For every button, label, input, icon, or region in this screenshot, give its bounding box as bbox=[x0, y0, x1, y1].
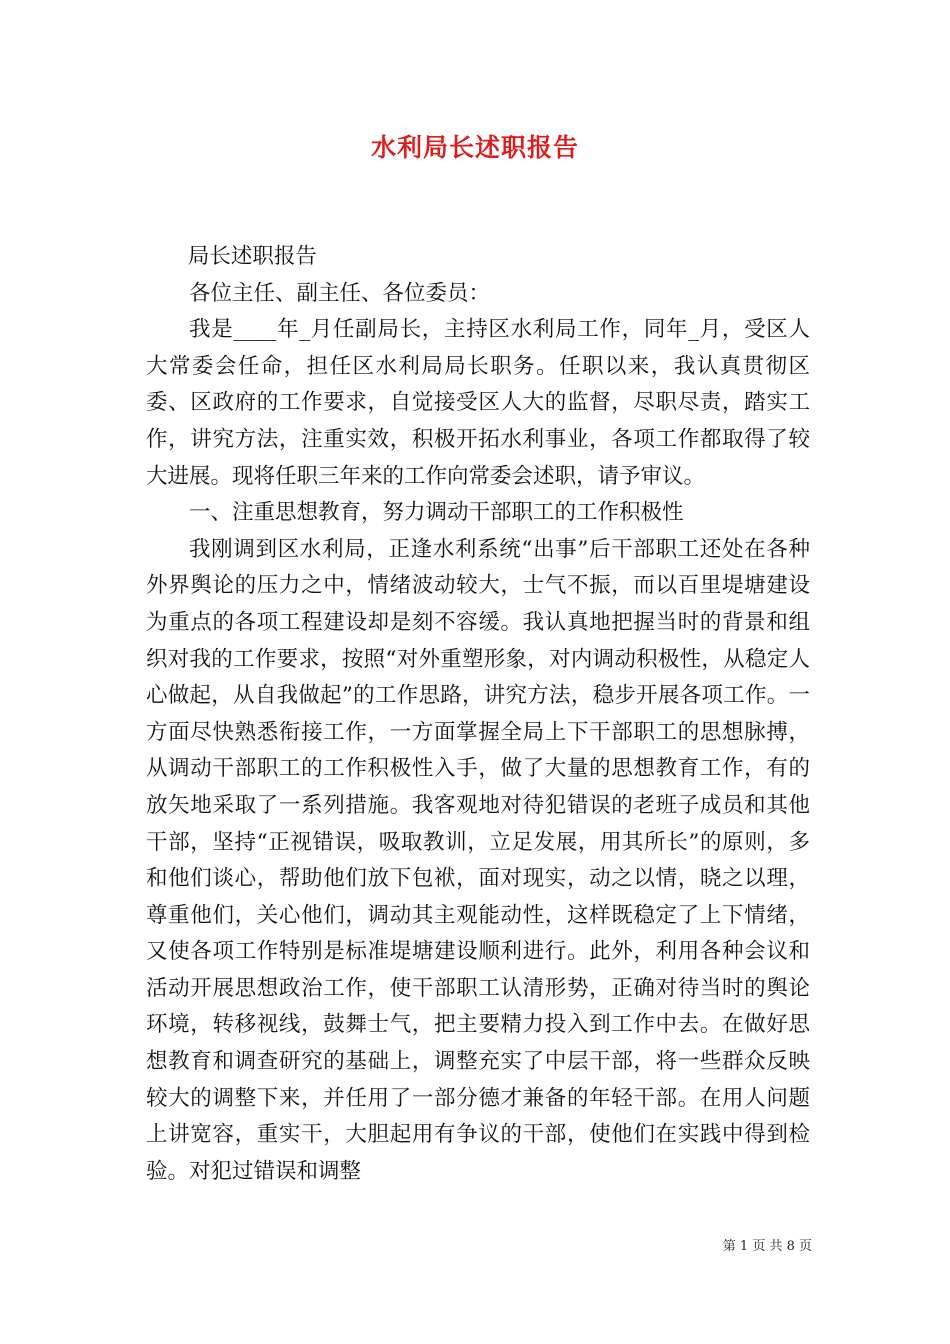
report-heading: 局长述职报告 bbox=[187, 244, 317, 269]
intro-paragraph: 我是____年_月任副局长，主持区水利局工作，同年_月，受区人大常委会任命，担任区水利局局长职务。任职以来，我认真贯彻区委、区政府的工作要求，自觉接受区人大的监督，尽职尽责，踏实工作，讲究方法，注重实效，积极开拓水利事业，各项工作都取得了较大进展。现将任职三年来的工作向常委会述职，请予审议。 bbox=[146, 317, 810, 489]
section-1-paragraph: 我刚调到区水利局，正逢水利系统“出事”后干部职工还处在各种外界舆论的压力之中，情绪波动较大，士气不振，而以百里堤塘建设为重点的各项工程建设却是刻不容缓。我认真地把握当时的背景和组织对我的工作要求，按照“对外重塑形象，对内调动积极性，从稳定人心做起，从自我做起”的工作思路，讲究方法，稳步开展各项工作。一方面尽快熟悉衔接工作，一方面掌握全局上下干部职工的思想脉搏，从调动干部职工的工作积极性入手，做了大量的思想教育工作，有的放矢地采取了一系列措施。我客观地对待犯错误的老班子成员和其他干部，坚持“正视错误，吸取教训，立足发展，用其所长”的原则，多和他们谈心，帮助他们放下包袱，面对现实，动之以情，晓之以理，尊重他们，关心他们，调动其主观能动性，这样既稳定了上下情绪，又使各项工作特别是标准堤塘建设顺利进行。此外，利用各种会议和活动开展思想政治工作，使干部职工认清形势，正确对待当时的舆论环境，转移视线，鼓舞士气，把主要精力投入到工作中去。在做好思想教育和调查研究的基础上，调整充实了中层干部，将一些群众反映较大的调整下来，并任用了一部分德才兼备的年轻干部。在用人问题上讲宽容，重实干，大胆起用有争议的干部，使他们在实践中得到检验。对犯过错误和调整 bbox=[146, 536, 810, 1184]
document-body bbox=[146, 239, 810, 1190]
page-number: 第 1 页 共 8 页 bbox=[722, 1239, 812, 1254]
document-title: 水利局长述职报告 bbox=[370, 133, 579, 162]
salutation: 各位主任、副主任、各位委员： bbox=[189, 280, 491, 306]
section-heading-1: 一、注重思想教育，努力调动干部职工的工作积极性 bbox=[189, 500, 684, 526]
